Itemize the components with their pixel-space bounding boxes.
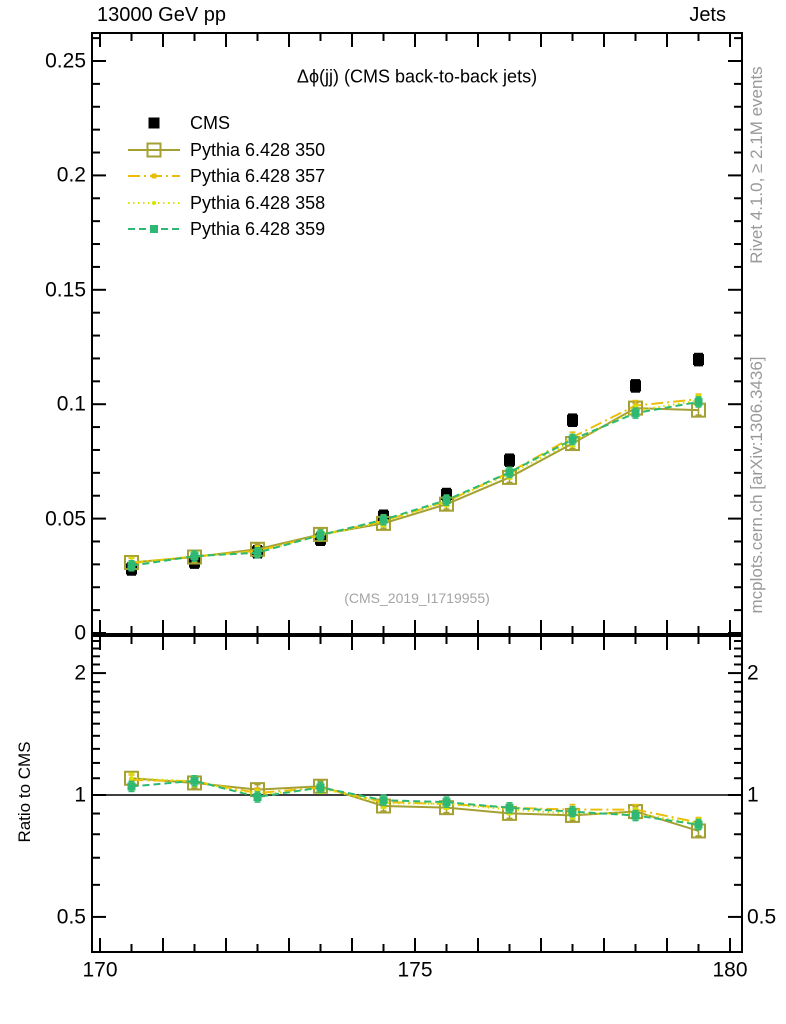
ratio-y-tick-label: 2 <box>74 661 86 685</box>
main-series-cms <box>126 354 704 575</box>
legend-item-pythia-358 <box>126 193 325 213</box>
x-tick-label: 180 <box>712 958 748 982</box>
main-y-tick-label: 0.25 <box>45 49 86 73</box>
legend-label: Pythia 6.428 358 <box>190 193 326 213</box>
legend-marker-pythia-350-icon <box>126 140 184 160</box>
ratio-y-tick-label: 0.5 <box>56 905 86 929</box>
ratio-y-tick-label-right: 0.5 <box>747 905 777 929</box>
legend-marker-cms-icon <box>126 113 184 133</box>
ratio-y-tick-label-right: 2 <box>747 661 759 685</box>
ratio-y-tick-label-right: 1 <box>747 783 759 807</box>
legend-marker-pythia-359-icon <box>126 219 184 239</box>
beam-energy-label: 13000 GeV pp <box>97 4 226 26</box>
legend-label: CMS <box>190 113 230 133</box>
legend-item-pythia-357 <box>126 166 325 186</box>
rivet-version-text: Rivet 4.1.0, ≥ 2.1M events <box>747 66 766 264</box>
main-series-pythia-6-428-350 <box>125 402 705 569</box>
main-y-tick-label: 0 <box>74 621 86 645</box>
main-series-pythia-6-428-359 <box>128 397 703 571</box>
ratio-series-pythia-6-428-350 <box>125 772 705 838</box>
x-tick-label: 175 <box>397 958 433 982</box>
main-y-tick-label: 0.1 <box>56 392 86 416</box>
legend-item-cms <box>126 113 230 133</box>
main-y-tick-label: 0.05 <box>45 507 86 531</box>
ratio-axis-title: Ratio to CMS <box>15 741 34 843</box>
main-y-tick-label: 0.15 <box>45 278 86 302</box>
legend-label: Pythia 6.428 350 <box>190 140 326 160</box>
mcplots-arxiv-text: mcplots.cern.ch [arXiv:1306.3436] <box>747 356 766 614</box>
legend-marker-pythia-357-icon <box>126 166 184 186</box>
legend-item-pythia-350 <box>126 140 325 160</box>
plot-title: Δϕ(jj) (CMS back-to-back jets) <box>296 66 538 87</box>
legend-label: Pythia 6.428 357 <box>190 166 326 186</box>
x-tick-label: 170 <box>82 958 118 982</box>
ratio-y-tick-label: 1 <box>74 783 86 807</box>
legend-item-pythia-359 <box>126 219 325 239</box>
legend-marker-pythia-358-icon <box>126 193 184 213</box>
analysis-topic-label: Jets <box>689 4 726 26</box>
analysis-id-watermark: (CMS_2019_I1719955) <box>344 590 490 606</box>
legend-label: Pythia 6.428 359 <box>190 219 326 239</box>
main-y-tick-label: 0.2 <box>56 163 86 187</box>
